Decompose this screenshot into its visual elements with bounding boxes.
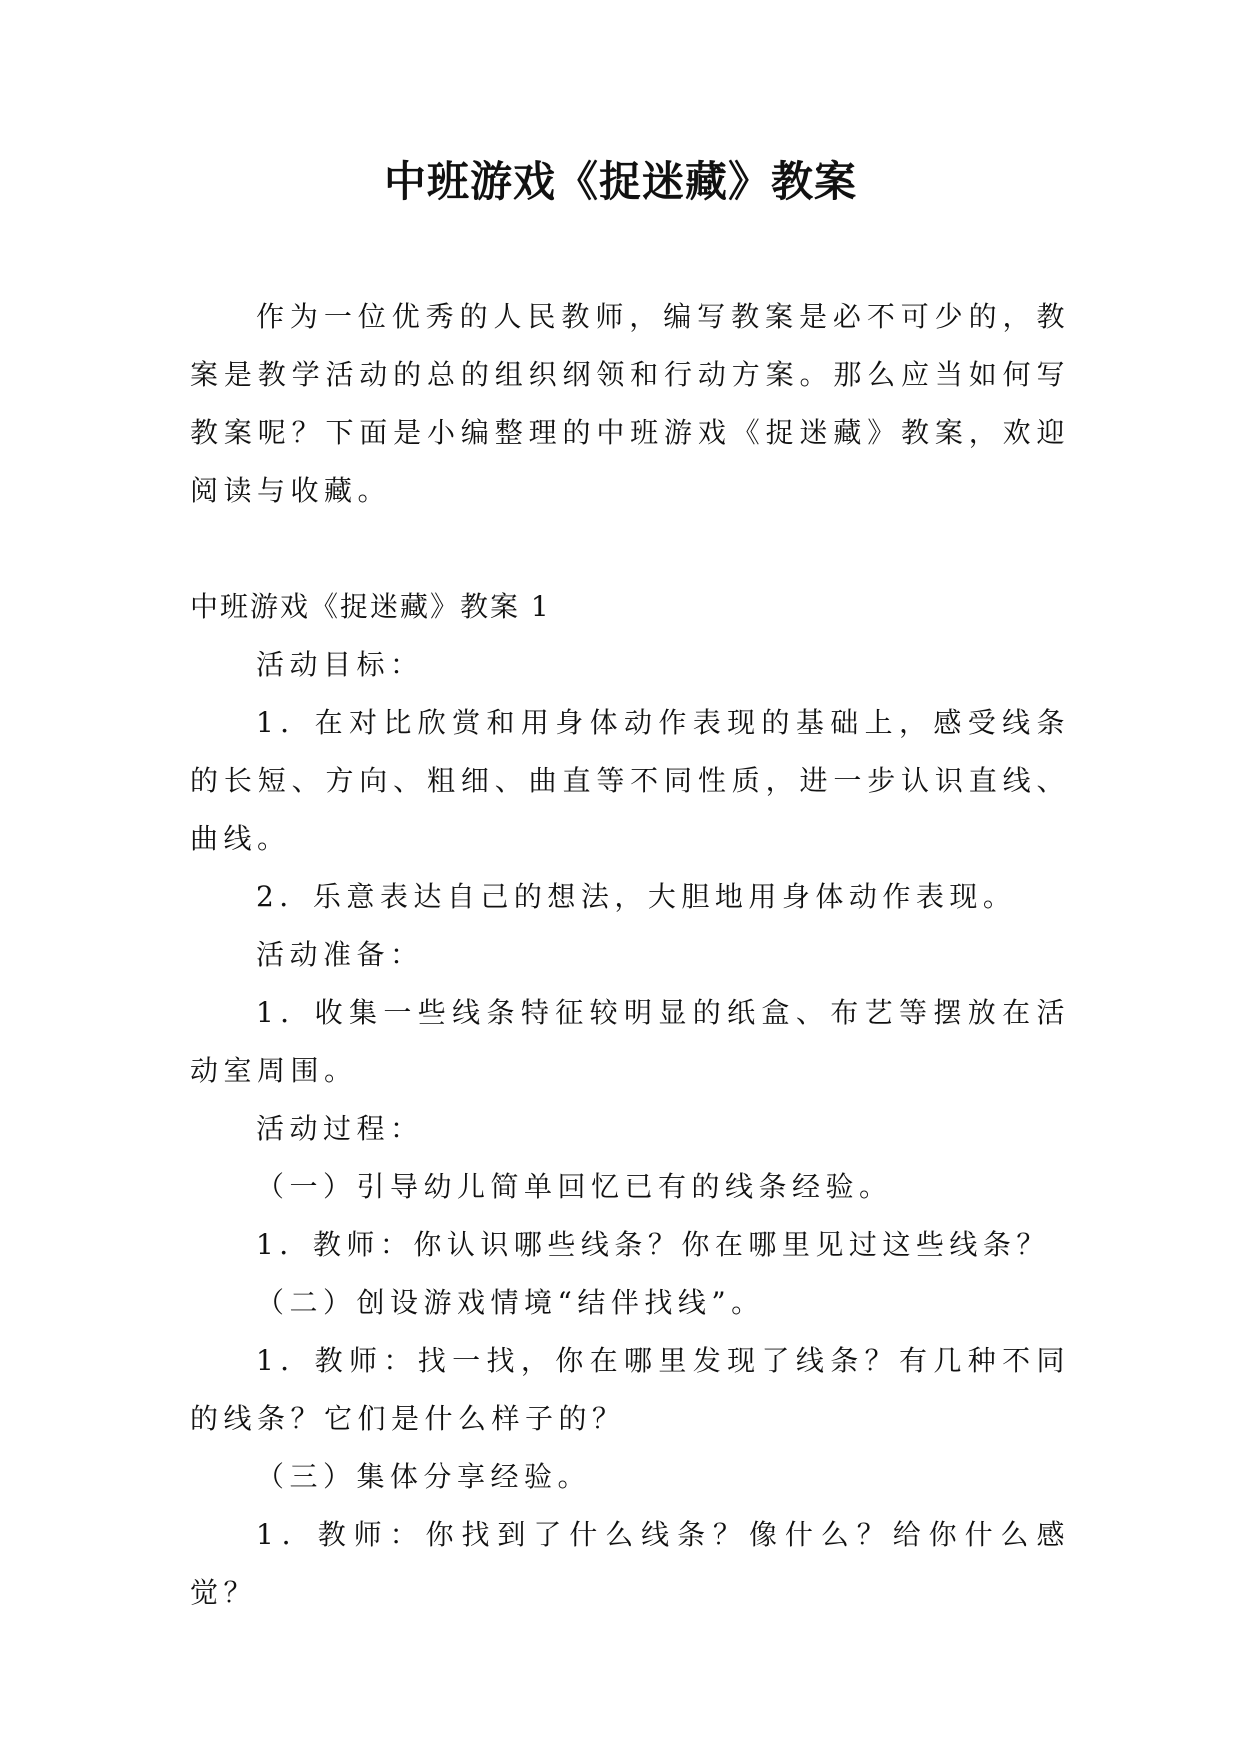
paragraph-goal-heading: 活动目标： xyxy=(256,648,424,681)
document-body xyxy=(190,288,1070,1622)
paragraph-goal-2: 2．乐意表达自己的想法，大胆地用身体动作表现。 xyxy=(256,880,1017,913)
paragraph-process-heading: 活动过程： xyxy=(256,1112,424,1145)
paragraph-process-step-3: （三）集体分享经验。 xyxy=(256,1460,592,1493)
paragraph-goal-1: 1．在对比欣赏和用身体动作表现的基础上，感受线条的长短、方向、粗细、曲直等不同性质，进一步认识直线、曲线。 xyxy=(190,706,1070,855)
spacer xyxy=(190,520,1070,578)
paragraph-prep-heading: 活动准备： xyxy=(256,938,424,971)
paragraph-process-step-1: （一）引导幼儿简单回忆已有的线条经验。 xyxy=(256,1170,893,1203)
intro-paragraph: 作为一位优秀的人民教师，编写教案是必不可少的，教案是教学活动的总的组织纲领和行动方案。那么应当如何写教案呢？下面是小编整理的中班游戏《捉迷藏》教案，欢迎阅读与收藏。 xyxy=(190,300,1070,507)
section-heading: 中班游戏《捉迷藏》教案 1 xyxy=(190,590,551,623)
paragraph-process-step-3-q: 1．教师：你找到了什么线条？像什么？给你什么感觉？ xyxy=(190,1518,1070,1609)
paragraph-prep-1: 1．收集一些线条特征较明显的纸盒、布艺等摆放在活动室周围。 xyxy=(190,996,1070,1087)
paragraph-process-step-2-q: 1．教师：找一找，你在哪里发现了线条？有几种不同的线条？它们是什么样子的？ xyxy=(190,1344,1070,1435)
paragraph-process-step-2: （二）创设游戏情境“结伴找线”。 xyxy=(256,1286,765,1319)
paragraph-process-step-1-q: 1．教师：你认识哪些线条？你在哪里见过这些线条？ xyxy=(256,1228,1050,1261)
document-title: 中班游戏《捉迷藏》教案 xyxy=(383,157,857,206)
